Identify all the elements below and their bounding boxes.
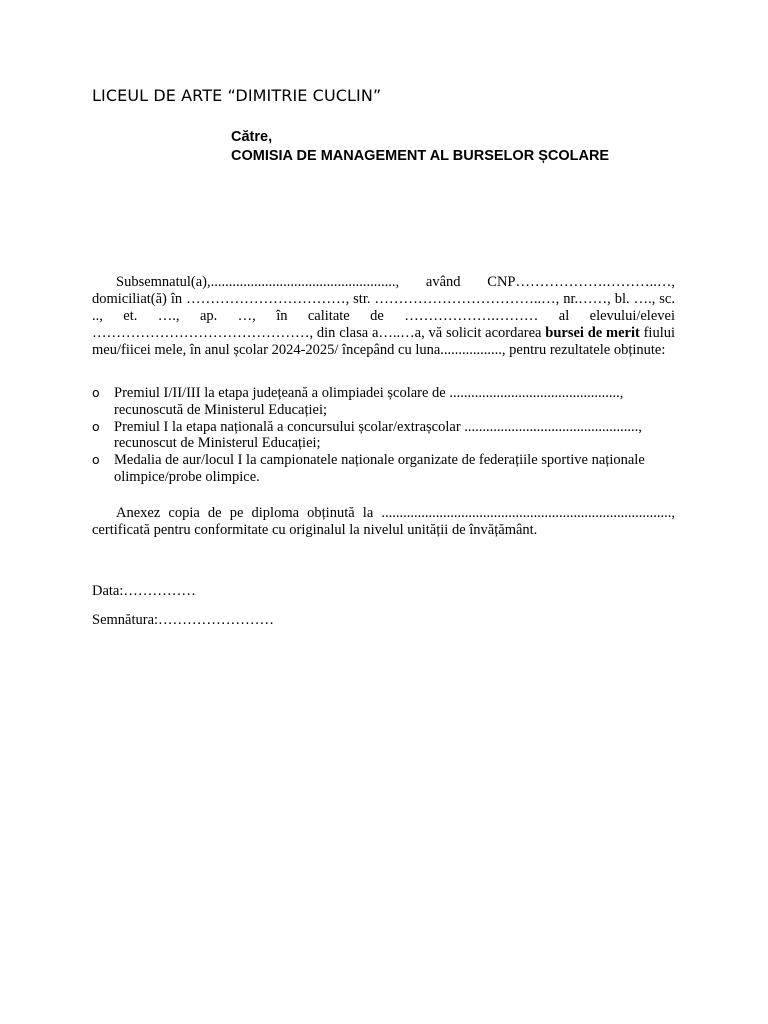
addressee-commission: COMISIA DE MANAGEMENT AL BURSELOR ȘCOLARE [231, 148, 610, 164]
addressee-block [231, 128, 609, 166]
bullet-marker: o [92, 385, 100, 400]
result-item-text: Premiul I la etapa națională a concursului școlar/extrașcolar ................................................, recunoscut de Ministerul Educației; [114, 418, 642, 451]
signature-field: Semnătura:…………………… [92, 612, 275, 628]
request-text-start: Subsemnatul(a),..................................................., având CNP……………….………..…, domiciliat(ă) în ……………………………, str. ……………………………..…, nr.……, bl. …., sc. .., et. …., ap. …, în calitate de ……………….……… al elevului/elevei ………………………………………, din clasa a…..…a, vă solicit acordarea [92, 274, 675, 341]
list-item [92, 385, 675, 418]
request-bold-scholarship: bursei de merit [545, 325, 640, 341]
bullet-marker: o [92, 418, 100, 434]
list-item [92, 452, 675, 485]
bullet-marker: o [92, 452, 100, 467]
results-list [92, 385, 675, 486]
result-item-text: Premiul I/II/III la etapa județeană a olimpiadei școlare de ..............................................., recunoscută de Ministerul Educației; [114, 385, 624, 418]
request-paragraph [92, 274, 675, 359]
request-text-end: fiului meu/fiicei mele, în anul școlar 2024-2025/ începând cu luna................., pentru rezultatele obținute: [92, 325, 676, 358]
list-item [92, 419, 675, 452]
attachment-paragraph [92, 505, 675, 539]
attachment-text: Anexez copia de pe diploma obținută la ................................................................................, certificată pentru conformitate cu originalul la nivelul unității de învățământ. [92, 505, 675, 538]
result-item-text: Medalia de aur/locul I la campionatele naționale organizate de federațiile sportive naționale olimpice/probe olimpice. [114, 452, 645, 485]
school-name: LICEUL DE ARTE “DIMITRIE CUCLIN” [92, 86, 382, 105]
addressee-greeting: Către, [231, 129, 273, 145]
date-field: Data:…………… [92, 583, 196, 599]
